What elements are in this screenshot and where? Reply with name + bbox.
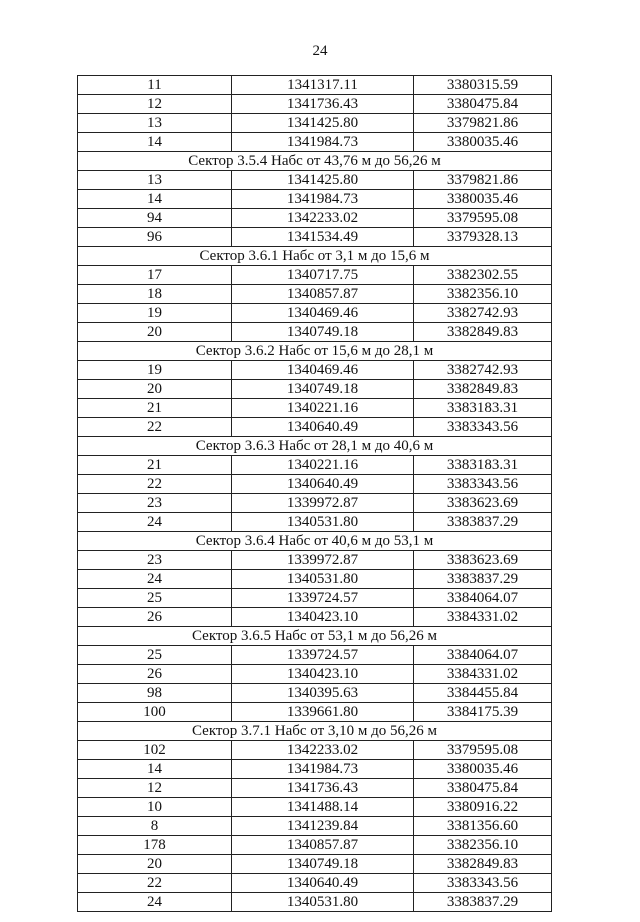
y-coordinate-cell: 3382849.83 <box>414 380 552 399</box>
y-coordinate-cell: 3383183.31 <box>414 399 552 418</box>
point-number-cell: 19 <box>78 304 232 323</box>
y-coordinate-cell: 3383623.69 <box>414 494 552 513</box>
table-row <box>78 76 552 95</box>
table-row <box>78 608 552 627</box>
sector-header-row <box>78 722 552 741</box>
point-number-cell: 23 <box>78 551 232 570</box>
x-coordinate-cell: 1340531.80 <box>232 513 414 532</box>
y-coordinate-cell: 3380475.84 <box>414 779 552 798</box>
y-coordinate-cell: 3380035.46 <box>414 760 552 779</box>
table-row <box>78 874 552 893</box>
table-row <box>78 304 552 323</box>
x-coordinate-cell: 1341984.73 <box>232 190 414 209</box>
x-coordinate-cell: 1340469.46 <box>232 361 414 380</box>
y-coordinate-cell: 3383343.56 <box>414 475 552 494</box>
x-coordinate-cell: 1341239.84 <box>232 817 414 836</box>
sector-header-row <box>78 247 552 266</box>
x-coordinate-cell: 1341425.80 <box>232 114 414 133</box>
x-coordinate-cell: 1340531.80 <box>232 570 414 589</box>
table-row <box>78 798 552 817</box>
sector-title: Сектор 3.6.2 Набс от 15,6 м до 28,1 м <box>78 342 552 361</box>
x-coordinate-cell: 1340531.80 <box>232 893 414 912</box>
point-number-cell: 22 <box>78 475 232 494</box>
y-coordinate-cell: 3379821.86 <box>414 171 552 190</box>
y-coordinate-cell: 3381356.60 <box>414 817 552 836</box>
table-row <box>78 399 552 418</box>
table-row <box>78 570 552 589</box>
y-coordinate-cell: 3383343.56 <box>414 874 552 893</box>
y-coordinate-cell: 3384331.02 <box>414 665 552 684</box>
y-coordinate-cell: 3379821.86 <box>414 114 552 133</box>
y-coordinate-cell: 3383343.56 <box>414 418 552 437</box>
y-coordinate-cell: 3384175.39 <box>414 703 552 722</box>
sector-header-row <box>78 342 552 361</box>
point-number-cell: 18 <box>78 285 232 304</box>
page-number: 24 <box>312 43 328 59</box>
y-coordinate-cell: 3380315.59 <box>414 76 552 95</box>
y-coordinate-cell: 3383183.31 <box>414 456 552 475</box>
y-coordinate-cell: 3382302.55 <box>414 266 552 285</box>
table-row <box>78 285 552 304</box>
point-number-cell: 10 <box>78 798 232 817</box>
y-coordinate-cell: 3384455.84 <box>414 684 552 703</box>
sector-header-row <box>78 437 552 456</box>
point-number-cell: 12 <box>78 779 232 798</box>
table-row <box>78 893 552 912</box>
sector-header-row <box>78 152 552 171</box>
point-number-cell: 178 <box>78 836 232 855</box>
y-coordinate-cell: 3380475.84 <box>414 95 552 114</box>
table-row <box>78 190 552 209</box>
sector-title: Сектор 3.7.1 Набс от 3,10 м до 56,26 м <box>78 722 552 741</box>
x-coordinate-cell: 1339724.57 <box>232 646 414 665</box>
point-number-cell: 96 <box>78 228 232 247</box>
point-number-cell: 19 <box>78 361 232 380</box>
x-coordinate-cell: 1341736.43 <box>232 779 414 798</box>
table-row <box>78 494 552 513</box>
x-coordinate-cell: 1340857.87 <box>232 285 414 304</box>
point-number-cell: 22 <box>78 418 232 437</box>
table-row <box>78 418 552 437</box>
coordinates-table <box>77 75 552 912</box>
y-coordinate-cell: 3380035.46 <box>414 190 552 209</box>
point-number-cell: 100 <box>78 703 232 722</box>
point-number-cell: 25 <box>78 589 232 608</box>
x-coordinate-cell: 1339972.87 <box>232 494 414 513</box>
x-coordinate-cell: 1340717.75 <box>232 266 414 285</box>
y-coordinate-cell: 3382742.93 <box>414 304 552 323</box>
y-coordinate-cell: 3383837.29 <box>414 570 552 589</box>
x-coordinate-cell: 1340221.16 <box>232 456 414 475</box>
x-coordinate-cell: 1340395.63 <box>232 684 414 703</box>
point-number-cell: 21 <box>78 456 232 475</box>
point-number-cell: 8 <box>78 817 232 836</box>
y-coordinate-cell: 3383837.29 <box>414 893 552 912</box>
x-coordinate-cell: 1340640.49 <box>232 475 414 494</box>
x-coordinate-cell: 1341984.73 <box>232 133 414 152</box>
table-row <box>78 589 552 608</box>
point-number-cell: 23 <box>78 494 232 513</box>
point-number-cell: 24 <box>78 893 232 912</box>
x-coordinate-cell: 1341984.73 <box>232 760 414 779</box>
x-coordinate-cell: 1339972.87 <box>232 551 414 570</box>
sector-title: Сектор 3.5.4 Набс от 43,76 м до 56,26 м <box>78 152 552 171</box>
point-number-cell: 26 <box>78 608 232 627</box>
x-coordinate-cell: 1339661.80 <box>232 703 414 722</box>
x-coordinate-cell: 1340857.87 <box>232 836 414 855</box>
point-number-cell: 20 <box>78 380 232 399</box>
y-coordinate-cell: 3384331.02 <box>414 608 552 627</box>
table-row <box>78 855 552 874</box>
x-coordinate-cell: 1340749.18 <box>232 323 414 342</box>
sector-title: Сектор 3.6.4 Набс от 40,6 м до 53,1 м <box>78 532 552 551</box>
y-coordinate-cell: 3380916.22 <box>414 798 552 817</box>
table-row <box>78 456 552 475</box>
y-coordinate-cell: 3382742.93 <box>414 361 552 380</box>
x-coordinate-cell: 1342233.02 <box>232 209 414 228</box>
point-number-cell: 98 <box>78 684 232 703</box>
table-row <box>78 551 552 570</box>
point-number-cell: 14 <box>78 760 232 779</box>
point-number-cell: 12 <box>78 95 232 114</box>
point-number-cell: 17 <box>78 266 232 285</box>
y-coordinate-cell: 3383623.69 <box>414 551 552 570</box>
x-coordinate-cell: 1340640.49 <box>232 418 414 437</box>
table-row <box>78 817 552 836</box>
sector-header-row <box>78 627 552 646</box>
x-coordinate-cell: 1342233.02 <box>232 741 414 760</box>
point-number-cell: 26 <box>78 665 232 684</box>
x-coordinate-cell: 1340469.46 <box>232 304 414 323</box>
x-coordinate-cell: 1340221.16 <box>232 399 414 418</box>
table-row <box>78 684 552 703</box>
y-coordinate-cell: 3384064.07 <box>414 589 552 608</box>
x-coordinate-cell: 1340423.10 <box>232 608 414 627</box>
table-row <box>78 646 552 665</box>
y-coordinate-cell: 3382356.10 <box>414 285 552 304</box>
table-row <box>78 228 552 247</box>
point-number-cell: 25 <box>78 646 232 665</box>
x-coordinate-cell: 1341488.14 <box>232 798 414 817</box>
table-row <box>78 133 552 152</box>
sector-header-row <box>78 532 552 551</box>
x-coordinate-cell: 1340423.10 <box>232 665 414 684</box>
point-number-cell: 11 <box>78 76 232 95</box>
point-number-cell: 13 <box>78 114 232 133</box>
point-number-cell: 20 <box>78 855 232 874</box>
y-coordinate-cell: 3380035.46 <box>414 133 552 152</box>
table-row <box>78 266 552 285</box>
y-coordinate-cell: 3383837.29 <box>414 513 552 532</box>
table-row <box>78 779 552 798</box>
table-row <box>78 760 552 779</box>
y-coordinate-cell: 3384064.07 <box>414 646 552 665</box>
point-number-cell: 102 <box>78 741 232 760</box>
point-number-cell: 24 <box>78 513 232 532</box>
table-row <box>78 323 552 342</box>
sector-title: Сектор 3.6.3 Набс от 28,1 м до 40,6 м <box>78 437 552 456</box>
point-number-cell: 21 <box>78 399 232 418</box>
table-row <box>78 380 552 399</box>
x-coordinate-cell: 1341534.49 <box>232 228 414 247</box>
point-number-cell: 20 <box>78 323 232 342</box>
x-coordinate-cell: 1340640.49 <box>232 874 414 893</box>
y-coordinate-cell: 3382356.10 <box>414 836 552 855</box>
y-coordinate-cell: 3379328.13 <box>414 228 552 247</box>
y-coordinate-cell: 3382849.83 <box>414 855 552 874</box>
table-row <box>78 836 552 855</box>
table-row <box>78 703 552 722</box>
point-number-cell: 14 <box>78 133 232 152</box>
sector-title: Сектор 3.6.5 Набс от 53,1 м до 56,26 м <box>78 627 552 646</box>
table-row <box>78 513 552 532</box>
coordinates-table-body <box>78 76 552 912</box>
x-coordinate-cell: 1339724.57 <box>232 589 414 608</box>
table-row <box>78 209 552 228</box>
point-number-cell: 24 <box>78 570 232 589</box>
point-number-cell: 14 <box>78 190 232 209</box>
table-row <box>78 95 552 114</box>
table-row <box>78 171 552 190</box>
table-row <box>78 361 552 380</box>
y-coordinate-cell: 3382849.83 <box>414 323 552 342</box>
point-number-cell: 22 <box>78 874 232 893</box>
point-number-cell: 94 <box>78 209 232 228</box>
y-coordinate-cell: 3379595.08 <box>414 741 552 760</box>
y-coordinate-cell: 3379595.08 <box>414 209 552 228</box>
table-row <box>78 665 552 684</box>
table-row <box>78 114 552 133</box>
x-coordinate-cell: 1341736.43 <box>232 95 414 114</box>
table-row <box>78 741 552 760</box>
x-coordinate-cell: 1340749.18 <box>232 855 414 874</box>
x-coordinate-cell: 1340749.18 <box>232 380 414 399</box>
sector-title: Сектор 3.6.1 Набс от 3,1 м до 15,6 м <box>78 247 552 266</box>
x-coordinate-cell: 1341425.80 <box>232 171 414 190</box>
table-row <box>78 475 552 494</box>
point-number-cell: 13 <box>78 171 232 190</box>
x-coordinate-cell: 1341317.11 <box>232 76 414 95</box>
